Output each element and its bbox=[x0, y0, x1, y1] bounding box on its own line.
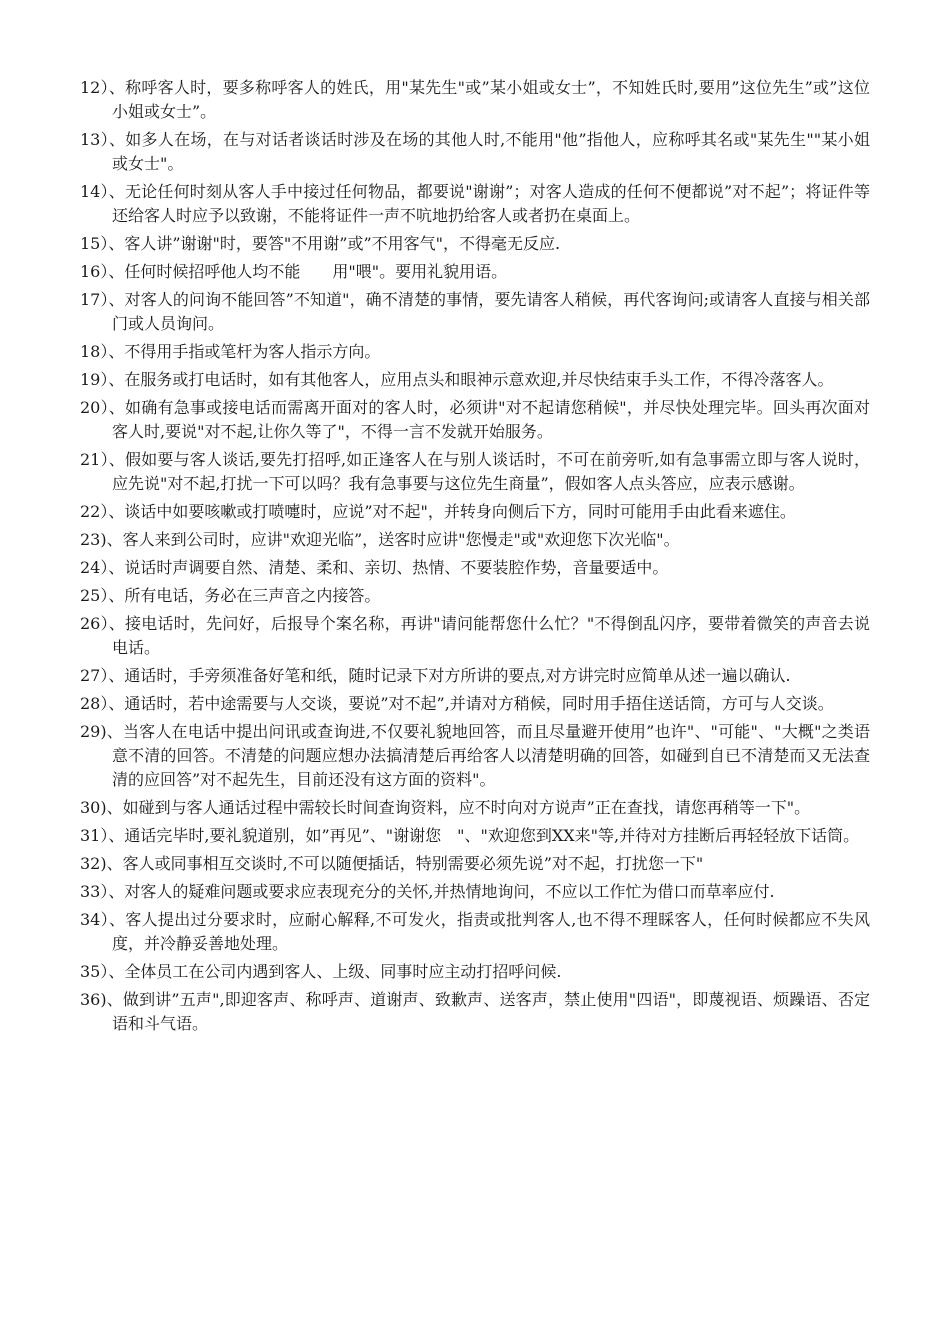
rule-item-27: 27）、通话时，手旁须准备好笔和纸，随时记录下对方所讲的要点,对方讲完时应简单从述一遍以确认. bbox=[80, 666, 791, 685]
rule-item-34: 34）、客人提出过分要求时，应耐心解释,不可发火，指责或批判客人,也不得不理睬客人，任何时候都应不失风度，并冷静妥善地处理。 bbox=[80, 910, 870, 953]
rule-item-36: 36)、做到讲”五声",即迎客声、称呼声、道谢声、致歉声、送客声，禁止使用"四语"，即蔑视语、烦躁语、否定语和斗气语。 bbox=[80, 990, 870, 1033]
rule-item-22: 22）、谈话中如要咳嗽或打喷嚏时，应说”对不起"，并转身向侧后下方，同时可能用手由此看来遮住。 bbox=[80, 502, 796, 521]
rule-item-18: 18）、不得用手指或笔杆为客人指示方向。 bbox=[80, 342, 381, 361]
rule-item-32: 32)、客人或同事相互交谈时,不可以随便插话，特别需要必须先说”对不起，打扰您一下" bbox=[80, 854, 704, 873]
rule-item-12: 12）、称呼客人时，要多称呼客人的姓氏，用"某先生"或”某小姐或女士”，不知姓氏时,要用”这位先生”或”这位小姐或女士”。 bbox=[80, 78, 870, 121]
rule-item-23: 23)、客人来到公司时，应讲"欢迎光临”，送客时应讲"您慢走"或"欢迎您下次光临"。 bbox=[80, 530, 680, 549]
rule-item-13: 13）、如多人在场，在与对话者谈话时涉及在场的其他人时,不能用"他”指他人，应称呼其名或"某先生""某小姐或女士"。 bbox=[80, 130, 870, 173]
rule-item-17: 17）、对客人的问询不能回答”不知道"，确不清楚的事情，要先请客人稍候，再代客询问;或请客人直接与相关部门或人员询问。 bbox=[80, 290, 870, 333]
rule-item-30: 30)、如碰到与客人通话过程中需较长时间查询资料，应不时向对方说声”正在查找，请您再稍等一下"。 bbox=[80, 798, 811, 817]
rule-item-20: 20）、如确有急事或接电话而需离开面对的客人时，必须讲"对不起请您稍候"，并尽快处理完毕。回头再次面对客人时,要说"对不起,让你久等了"，不得一言不发就开始服务。 bbox=[80, 398, 870, 441]
rule-item-26: 26）、接电话时，先问好，后报导个案名称，再讲"请问能帮您什么忙？"不得倒乱闪序，要带着微笑的声音去说电话。 bbox=[80, 614, 870, 657]
etiquette-rules-list bbox=[80, 76, 870, 1040]
rule-item-28: 28）、通话时，若中途需要与人交谈，要说”对不起”,并请对方稍候，同时用手捂住送话筒，方可与人交谈。 bbox=[80, 694, 834, 713]
rule-item-31: 31）、通话完毕时,要礼貌道别，如”再见”、"谢谢您 "、"欢迎您到XX来"等,并待对方挂断后再轻轻放下话筒。 bbox=[80, 826, 860, 845]
rule-item-14: 14）、无论任何时刻从客人手中接过任何物品，都要说"谢谢”；对客人造成的任何不便都说”对不起”；将证件等还给客人时应予以致谢，不能将证件一声不吭地扔给客人或者扔在桌面上。 bbox=[80, 182, 870, 225]
rule-item-24: 24）、说话时声调要自然、清楚、柔和、亲切、热情、不要装腔作势，音量要适中。 bbox=[80, 558, 669, 577]
rule-item-33: 33）、对客人的疑难问题或要求应表现充分的关怀,并热情地询问，不应以工作忙为借口而草率应付. bbox=[80, 882, 775, 901]
rule-item-29: 29)、当客人在电话中提出问讯或查询进,不仅要礼貌地回答，而且尽量避开使用”也许"、"可能"、"大概"之类语意不清的回答。不清楚的问题应想办法搞清楚后再给客人以清楚明确的回答，如碰到自已不清楚而又无法查清的应回答”对不起先生，目前还没有这方面的资料"。 bbox=[80, 722, 870, 789]
rule-item-35: 35）、全体员工在公司内遇到客人、上级、同事时应主动打招呼问候. bbox=[80, 962, 562, 981]
rule-item-25: 25）、所有电话，务必在三声音之内接答。 bbox=[80, 586, 381, 605]
rule-item-16: 16）、任何时候招呼他人均不能 用"喂"。要用礼貌用语。 bbox=[80, 262, 508, 281]
rule-item-15: 15）、客人讲”谢谢"时，要答"不用谢”或”不用客气"，不得毫无反应. bbox=[80, 234, 561, 253]
rule-item-21: 21）、假如要与客人谈话,要先打招呼,如正逢客人在与别人谈话时，不可在前旁听,如有急事需立即与客人说时，应先说"对不起,打扰一下可以吗？我有急事要与这位先生商量”，假如客人点头答应，应表示感谢。 bbox=[80, 450, 870, 493]
rule-item-19: 19）、在服务或打电话时，如有其他客人，应用点头和眼神示意欢迎,并尽快结束手头工作，不得冷落客人。 bbox=[80, 370, 834, 389]
